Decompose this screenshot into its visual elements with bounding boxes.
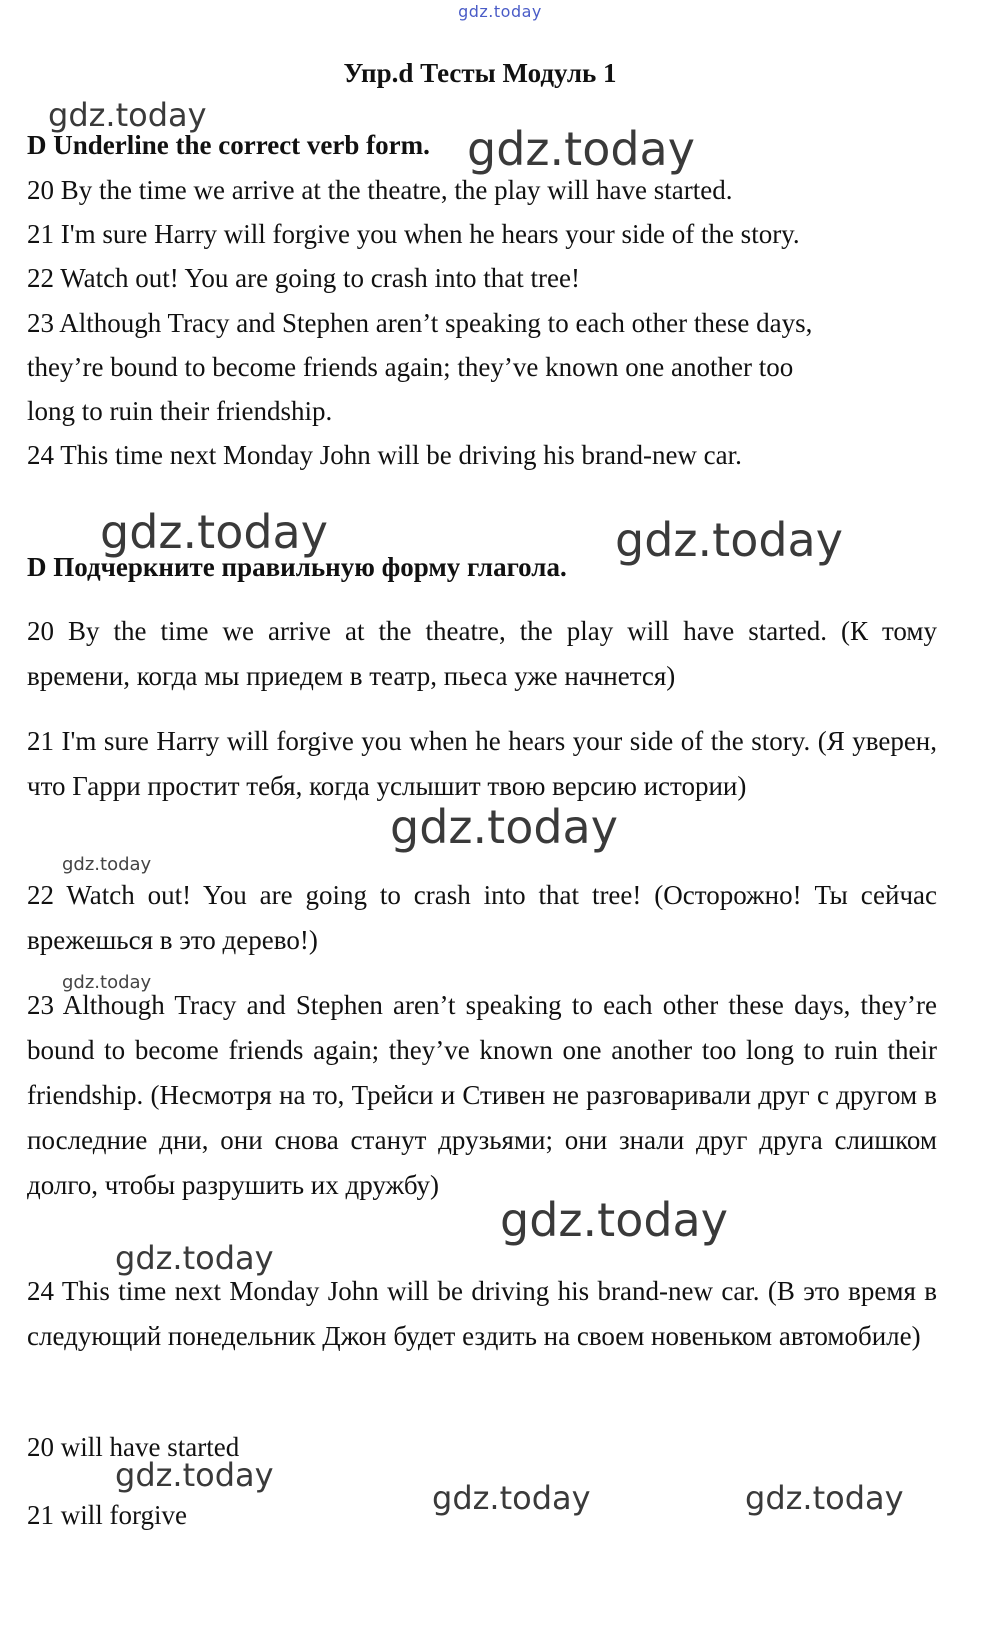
watermark: gdz.today bbox=[500, 1193, 728, 1247]
russian-item-21: 21 I'm sure Harry will forgive you when he hears your side of the story. (Я уверен, что Гарри простит тебя, когда услышит твою версию истории) bbox=[27, 726, 937, 801]
english-line-24: 24 This time next Monday John will be driving his brand-new car. bbox=[27, 440, 742, 470]
russian-item-22: 22 Watch out! You are going to crash into that tree! (Осторожно! Ты сейчас врежешься в это дерево!) bbox=[27, 880, 937, 955]
top-watermark: gdz.today bbox=[458, 2, 542, 21]
english-line-23b: they’re bound to become friends again; they’ve known one another too bbox=[27, 352, 794, 382]
watermark: gdz.today bbox=[467, 122, 695, 176]
russian-heading: D Подчеркните правильную форму глагола. bbox=[27, 552, 567, 582]
watermark: gdz.today bbox=[62, 972, 152, 993]
page-title: Упр.d Тесты Модуль 1 bbox=[343, 58, 617, 88]
watermark: gdz.today bbox=[745, 1479, 904, 1517]
watermark: gdz.today bbox=[115, 1456, 274, 1494]
english-line-22: 22 Watch out! You are going to crash into that tree! bbox=[27, 263, 580, 293]
english-heading: D Underline the correct verb form. bbox=[27, 130, 430, 160]
watermark: gdz.today bbox=[48, 96, 207, 134]
answer-21: 21 will forgive bbox=[27, 1500, 187, 1530]
answer-20: 20 will have started bbox=[27, 1432, 240, 1462]
watermark: gdz.today bbox=[390, 800, 618, 854]
watermark: gdz.today bbox=[115, 1239, 274, 1277]
russian-item-24: 24 This time next Monday John will be driving his brand-new car. (В это время в следующий понедельник Джон будет ездить на своем новеньком автомобиле) bbox=[27, 1276, 937, 1351]
english-line-23a: 23 Although Tracy and Stephen aren’t speaking to each other these days, bbox=[27, 308, 813, 338]
watermark: gdz.today bbox=[100, 505, 328, 559]
russian-item-20: 20 By the time we arrive at the theatre, the play will have started. (К тому времени, когда мы приедем в театр, пьеса уже начнется) bbox=[27, 616, 937, 691]
watermark: gdz.today bbox=[432, 1479, 591, 1517]
english-line-21: 21 I'm sure Harry will forgive you when he hears your side of the story. bbox=[27, 219, 800, 249]
english-line-20: 20 By the time we arrive at the theatre, the play will have started. bbox=[27, 175, 733, 205]
watermark: gdz.today bbox=[62, 854, 152, 875]
english-line-23c: long to ruin their friendship. bbox=[27, 396, 333, 426]
watermark: gdz.today bbox=[615, 513, 843, 567]
russian-item-23: 23 Although Tracy and Stephen aren’t speaking to each other these days, they’re bound to become friends again; they’ve known one another too long to ruin their friendship. (Несмотря на то, Трейси и Стивен не разговаривали друг с другом в последние дни, они снова станут друзьями; они знали друг друга слишком долго, чтобы разрушить их дружбу) bbox=[27, 990, 937, 1200]
